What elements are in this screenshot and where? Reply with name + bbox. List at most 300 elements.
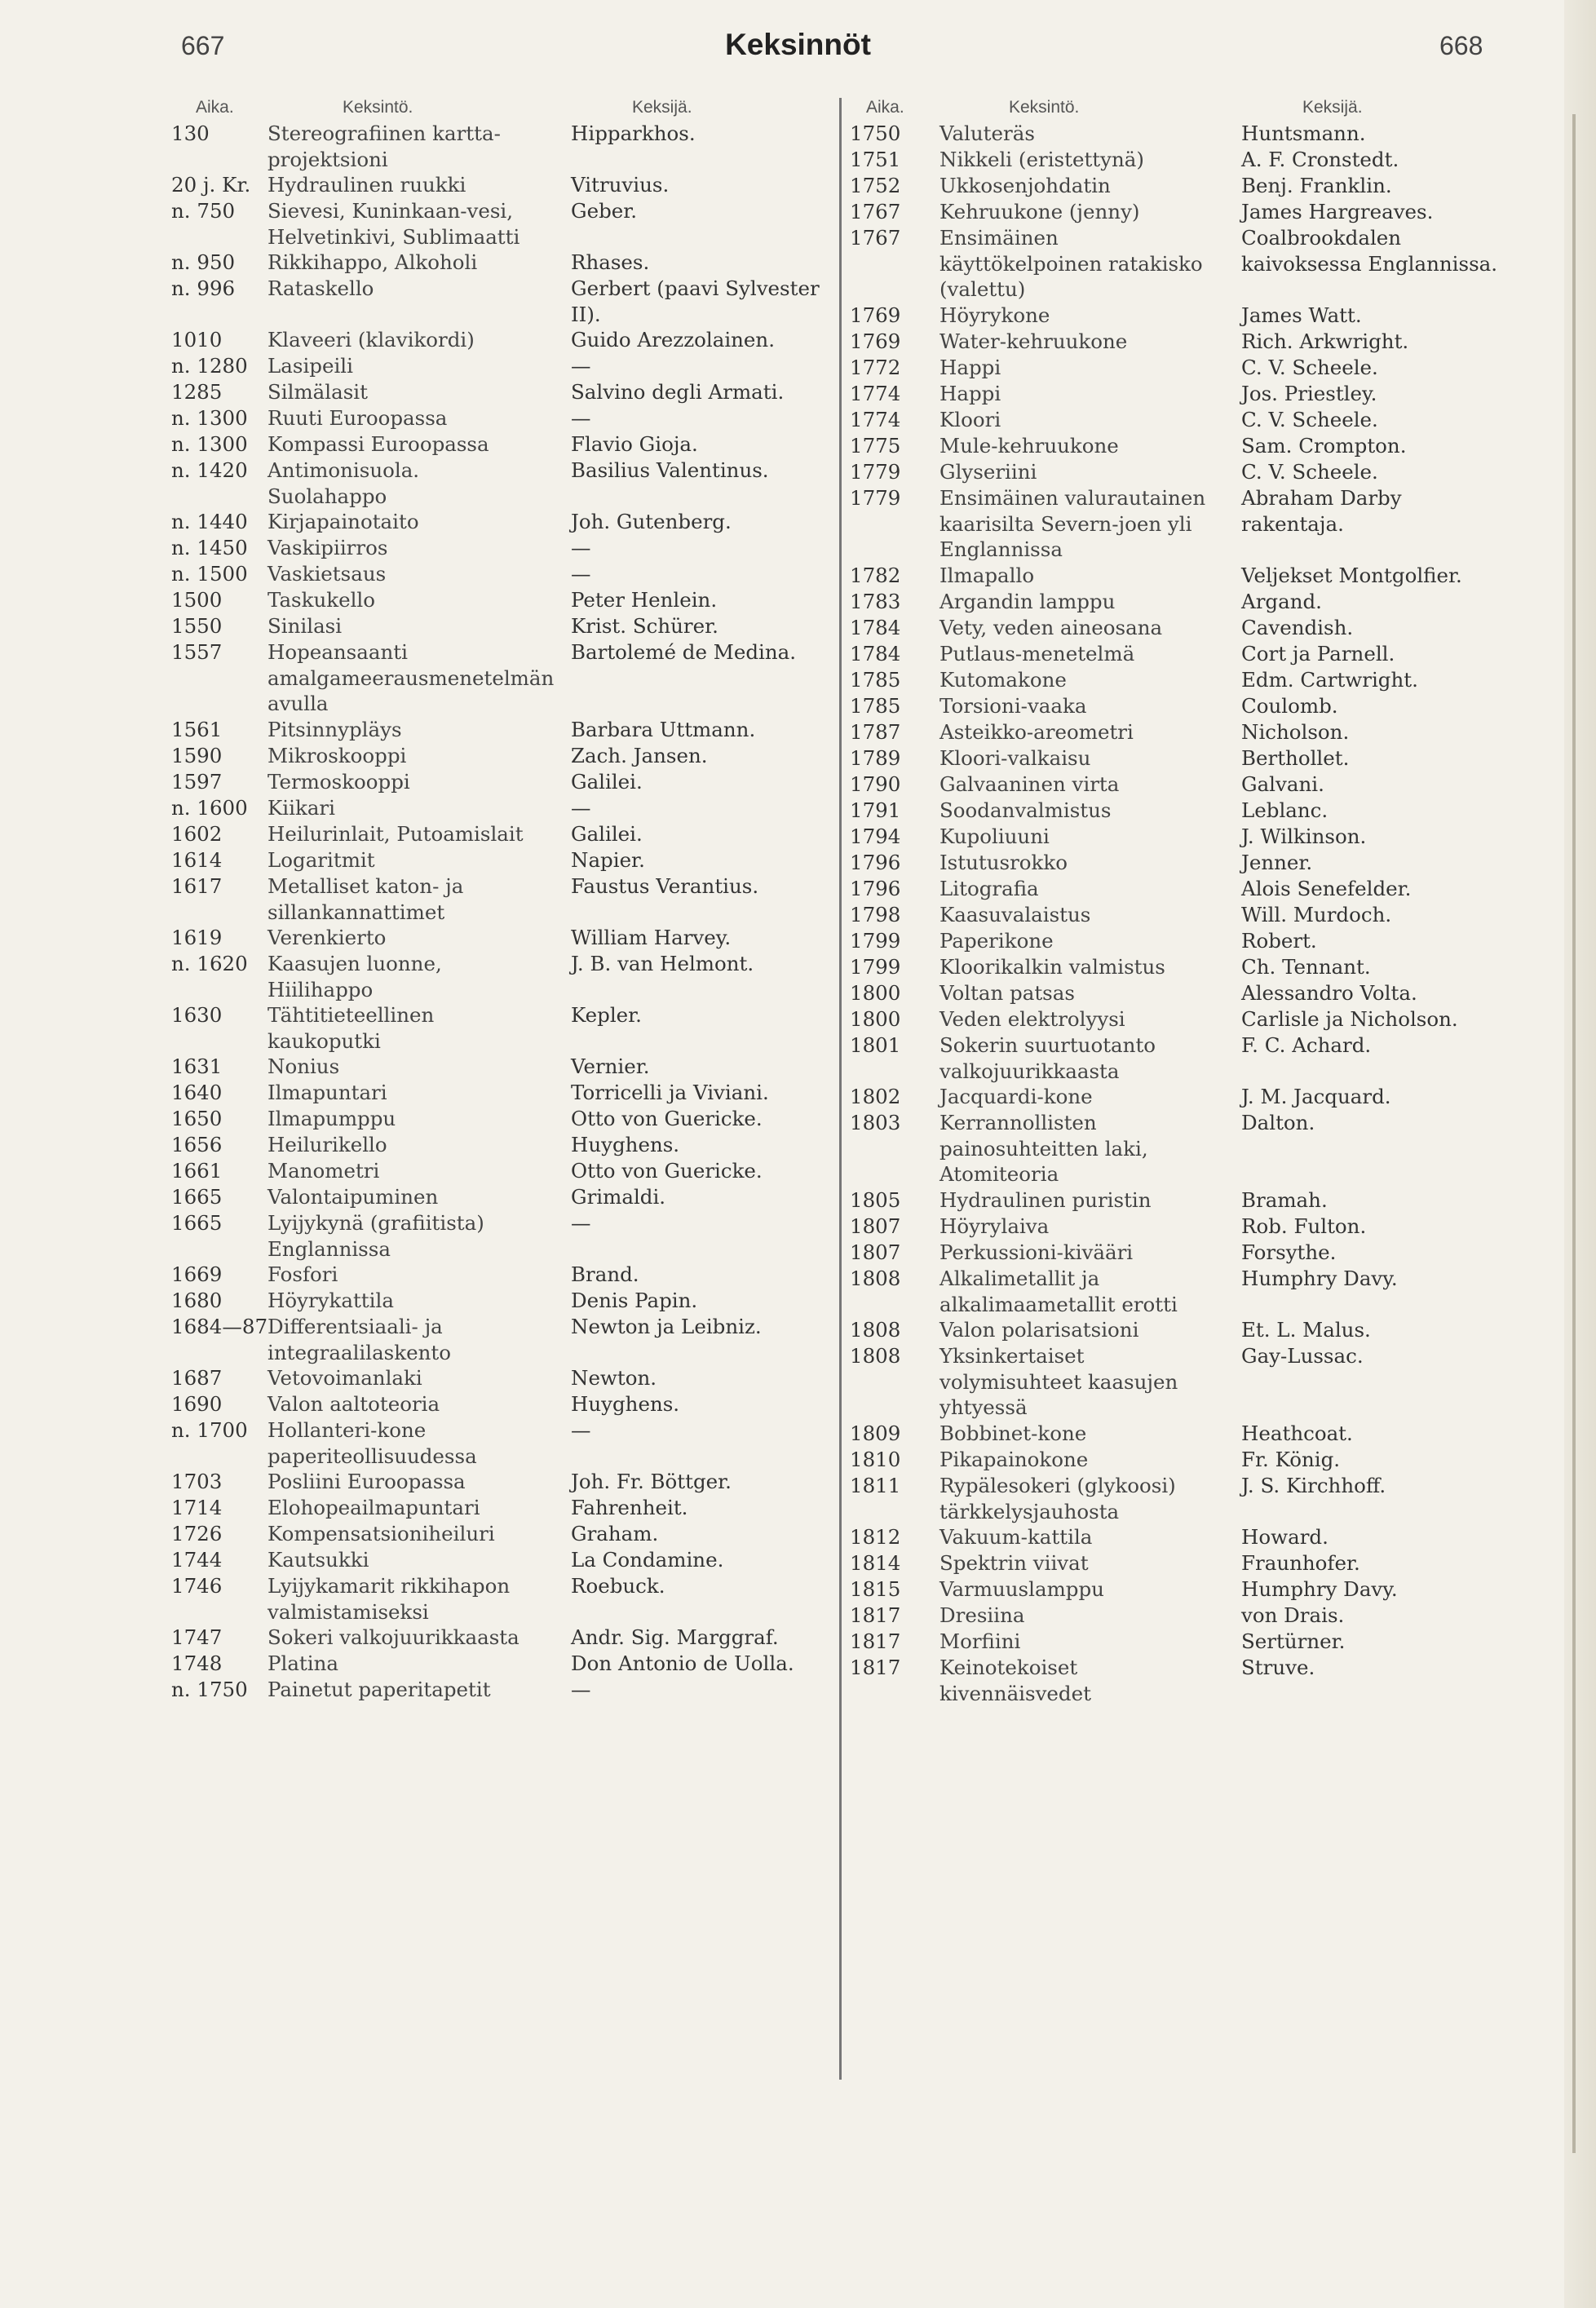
entry-inventor: — xyxy=(571,536,591,559)
entry-year: 1789 xyxy=(850,746,901,770)
table-row xyxy=(171,509,833,535)
entry-invention: Lyijykamarit rikkihapon valmistamiseksi xyxy=(267,1574,511,1624)
table-row xyxy=(171,198,833,250)
entry-invention: Kloori xyxy=(939,408,1001,431)
entry-inventor: A. F. Cronstedt. xyxy=(1241,148,1399,171)
entry-invention: Vety, veden aineosana xyxy=(939,616,1163,639)
entry-invention: Silmälasit xyxy=(267,380,368,404)
entry-inventor: Benj. Franklin. xyxy=(1241,174,1392,197)
table-row xyxy=(850,1032,1502,1084)
inventor-column-header: Keksijä. xyxy=(1302,98,1363,117)
entry-invention: Kirjapainotaito xyxy=(267,510,419,533)
table-row xyxy=(850,1603,1502,1629)
entry-inventor: Huntsmann. xyxy=(1241,122,1366,145)
entry-year: n. 1620 xyxy=(171,952,248,975)
entry-invention: Differentsiaali- ja integraalilaskento xyxy=(267,1315,451,1364)
entry-inventor: Sam. Crompton. xyxy=(1241,434,1407,458)
table-row xyxy=(850,485,1502,563)
entry-inventor: La Condamine. xyxy=(571,1548,724,1572)
entry-year: 1802 xyxy=(850,1085,901,1108)
entry-inventor: Joh. Fr. Böttger. xyxy=(571,1470,732,1493)
table-row xyxy=(850,1629,1502,1655)
entry-year: 1808 xyxy=(850,1318,901,1342)
entry-year: 1614 xyxy=(171,848,223,872)
entry-invention: Vakuum-kattila xyxy=(939,1525,1093,1549)
entry-year: 1561 xyxy=(171,718,223,741)
table-row xyxy=(171,1625,833,1651)
table-row xyxy=(171,1210,833,1262)
table-row xyxy=(171,613,833,639)
entry-invention: Kompensatsioniheiluri xyxy=(267,1522,495,1545)
invention-column-header: Keksintö. xyxy=(343,98,413,117)
entry-year: 1665 xyxy=(171,1185,223,1209)
entry-year: n. 1700 xyxy=(171,1418,248,1442)
entry-year: 1799 xyxy=(850,955,901,979)
entry-invention: Kaasujen luonne, Hiilihappo xyxy=(267,952,442,1001)
entry-inventor: Coulomb. xyxy=(1241,694,1338,718)
table-row xyxy=(171,276,833,327)
entry-invention: Höyrylaiva xyxy=(939,1214,1050,1238)
entry-inventor: Hipparkhos. xyxy=(571,122,696,145)
entry-inventor: Huyghens. xyxy=(571,1133,680,1156)
entry-inventor: — xyxy=(571,562,591,586)
entry-inventor: Roebuck. xyxy=(571,1574,665,1598)
entry-invention: Hopeansaanti amalgameerausmenetelmän avulla xyxy=(267,640,555,715)
entry-year: 1817 xyxy=(850,1603,901,1627)
entry-inventor: J. S. Kirchhoff. xyxy=(1241,1474,1386,1497)
table-row xyxy=(171,1288,833,1314)
entry-invention: Rataskello xyxy=(267,276,374,300)
entry-year: 1783 xyxy=(850,590,901,613)
entry-year: 1703 xyxy=(171,1470,223,1493)
entry-invention: Kloori-valkaisu xyxy=(939,746,1091,770)
entry-year: 1808 xyxy=(850,1344,901,1368)
entry-year: 1812 xyxy=(850,1525,901,1549)
table-row xyxy=(171,1184,833,1210)
entry-invention: Ensimäinen käyttökelpoinen ratakisko (valettu) xyxy=(939,226,1203,301)
table-row xyxy=(850,772,1502,798)
table-row xyxy=(171,587,833,613)
entry-inventor: — xyxy=(571,1678,591,1701)
entry-invention: Litografia xyxy=(939,877,1039,900)
table-row xyxy=(850,121,1502,147)
entry-year: 1808 xyxy=(850,1267,901,1290)
entry-inventor: Fraunhofer. xyxy=(1241,1551,1360,1575)
entry-year: 1800 xyxy=(850,1007,901,1031)
entry-year: 1811 xyxy=(850,1474,901,1497)
column-header-row xyxy=(850,96,1502,121)
entry-inventor: Alois Senefelder. xyxy=(1241,877,1412,900)
entry-year: 130 xyxy=(171,122,210,145)
entry-year: 1631 xyxy=(171,1055,223,1078)
entry-year: 1684—87 xyxy=(171,1315,268,1338)
entry-invention: Argandin lamppu xyxy=(939,590,1116,613)
entry-year: 1687 xyxy=(171,1366,223,1390)
entry-invention: Kloorikalkin valmistus xyxy=(939,955,1165,979)
entry-invention: Sinilasi xyxy=(267,614,343,638)
entry-year: 1744 xyxy=(171,1548,223,1572)
entry-inventor: Bramah. xyxy=(1241,1188,1328,1212)
table-row xyxy=(171,1314,833,1365)
table-row xyxy=(171,1002,833,1054)
entry-year: 1809 xyxy=(850,1421,901,1445)
entry-inventor: Argand. xyxy=(1241,590,1322,613)
entry-invention: Posliini Euroopassa xyxy=(267,1470,466,1493)
entry-invention: Rypälesokeri (glykoosi) tärkkelysjauhosta xyxy=(939,1474,1176,1523)
entry-year: 1750 xyxy=(850,122,901,145)
page-edge xyxy=(1564,0,1596,2308)
table-row xyxy=(850,1655,1502,1706)
right-column xyxy=(850,96,1502,1706)
page-header xyxy=(0,0,1596,65)
entry-invention: Spektrin viivat xyxy=(939,1551,1089,1575)
entry-inventor: Andr. Sig. Marggraf. xyxy=(571,1625,779,1649)
table-row xyxy=(850,303,1502,329)
entry-invention: Antimonisuola. Suolahappo xyxy=(267,458,420,508)
table-row xyxy=(171,1054,833,1080)
page-title: Keksinnöt xyxy=(725,28,871,61)
entry-year: 1751 xyxy=(850,148,901,171)
entry-inventor: Carlisle ja Nicholson. xyxy=(1241,1007,1458,1031)
entry-invention: Keinotekoiset kivennäisvedet xyxy=(939,1656,1091,1705)
entry-inventor: Denis Papin. xyxy=(571,1289,698,1312)
table-row xyxy=(171,1495,833,1521)
entry-year: 1817 xyxy=(850,1656,901,1679)
table-row xyxy=(850,798,1502,824)
entry-invention: Soodanvalmistus xyxy=(939,798,1112,822)
table-row xyxy=(850,1576,1502,1603)
entry-inventor: Zach. Jansen. xyxy=(571,744,708,767)
table-row xyxy=(850,147,1502,173)
entry-year: 1590 xyxy=(171,744,223,767)
entry-year: 1799 xyxy=(850,929,901,953)
entry-year: 1010 xyxy=(171,328,223,352)
table-row xyxy=(171,327,833,353)
entry-inventor: Kepler. xyxy=(571,1003,642,1027)
entry-invention: Lasipeili xyxy=(267,354,353,378)
entry-year: n. 950 xyxy=(171,250,236,274)
table-row xyxy=(171,873,833,925)
entry-inventor: Jos. Priestley. xyxy=(1241,382,1377,405)
entry-invention: Sievesi, Kuninkaan-vesi, Helvetinkivi, Sublimaatti xyxy=(267,199,520,249)
entry-year: 1817 xyxy=(850,1629,901,1653)
entry-invention: Höyrykone xyxy=(939,303,1050,327)
table-row xyxy=(850,1187,1502,1214)
entry-inventor: Brand. xyxy=(571,1262,639,1286)
entry-invention: Rikkihappo, Alkoholi xyxy=(267,250,478,274)
entry-year: 1805 xyxy=(850,1188,901,1212)
page-number-right: 668 xyxy=(1439,31,1483,60)
entry-inventor: Fahrenheit. xyxy=(571,1496,688,1519)
entry-inventor: Krist. Schürer. xyxy=(571,614,718,638)
entry-invention: Voltan patsas xyxy=(939,981,1075,1005)
entry-inventor: Robert. xyxy=(1241,929,1317,953)
table-row xyxy=(850,173,1502,199)
entry-inventor: C. V. Scheele. xyxy=(1241,408,1378,431)
entry-inventor: Rich. Arkwright. xyxy=(1241,329,1409,353)
table-row xyxy=(850,407,1502,433)
entry-invention: Glyseriini xyxy=(939,460,1037,484)
entry-inventor: — xyxy=(571,1211,591,1235)
entry-year: n. 1450 xyxy=(171,536,248,559)
table-row xyxy=(171,458,833,509)
table-row xyxy=(850,745,1502,772)
table-row xyxy=(850,1447,1502,1473)
entry-inventor: Gerbert (paavi Sylvester II). xyxy=(571,276,820,326)
entry-year: n. 1420 xyxy=(171,458,248,482)
entry-invention: Bobbinet-kone xyxy=(939,1421,1087,1445)
entry-year: 1767 xyxy=(850,226,901,250)
entry-inventor: Humphry Davy. xyxy=(1241,1267,1398,1290)
entry-inventor: Struve. xyxy=(1241,1656,1315,1679)
entry-inventor: Barbara Uttmann. xyxy=(571,718,756,741)
entry-invention: Vaskietsaus xyxy=(267,562,387,586)
entry-invention: Torsioni-vaaka xyxy=(939,694,1087,718)
entry-invention: Pikapainokone xyxy=(939,1448,1089,1471)
entry-inventor: Vernier. xyxy=(571,1055,650,1078)
table-row xyxy=(850,589,1502,615)
entry-invention: Metalliset katon- ja sillankannattimet xyxy=(267,874,464,924)
entry-year: 1774 xyxy=(850,408,901,431)
entry-inventor: Flavio Gioja. xyxy=(571,432,698,456)
entry-invention: Kerrannollisten painosuhteitten laki, Atomiteoria xyxy=(939,1111,1148,1186)
table-row xyxy=(850,667,1502,693)
entry-year: 1782 xyxy=(850,564,901,587)
entry-inventor: Heathcoat. xyxy=(1241,1421,1353,1445)
entry-year: 1726 xyxy=(171,1522,223,1545)
entry-inventor: Cavendish. xyxy=(1241,616,1354,639)
entry-inventor: Otto von Guericke. xyxy=(571,1159,763,1183)
entry-year: n. 1280 xyxy=(171,354,248,378)
entry-year: 1602 xyxy=(171,822,223,846)
entry-invention: Verenkierto xyxy=(267,926,387,949)
table-row xyxy=(171,1677,833,1703)
entry-invention: Kupoliuuni xyxy=(939,825,1050,848)
entry-inventor: Newton. xyxy=(571,1366,657,1390)
entry-inventor: Don Antonio de Uolla. xyxy=(571,1651,794,1675)
table-row xyxy=(850,381,1502,407)
table-row xyxy=(850,563,1502,589)
entry-invention: Varmuuslamppu xyxy=(939,1577,1104,1601)
entry-inventor: Coalbrookdalen kaivoksessa Englannissa. xyxy=(1241,226,1498,276)
entry-inventor: Will. Murdoch. xyxy=(1241,903,1392,926)
table-row xyxy=(850,1343,1502,1421)
entry-inventor: Newton ja Leibniz. xyxy=(571,1315,762,1338)
entry-inventor: Nicholson. xyxy=(1241,720,1350,744)
entry-invention: Tähtitieteellinen kaukoputki xyxy=(267,1003,435,1053)
entry-year: 1500 xyxy=(171,588,223,612)
entry-inventor: J. M. Jacquard. xyxy=(1241,1085,1391,1108)
table-row xyxy=(850,928,1502,954)
table-row xyxy=(850,433,1502,459)
entry-year: 1774 xyxy=(850,382,901,405)
entry-year: 1640 xyxy=(171,1081,223,1104)
entry-year: 1796 xyxy=(850,851,901,874)
entry-invention: Platina xyxy=(267,1651,338,1675)
entry-invention: Happi xyxy=(939,382,1001,405)
table-row xyxy=(171,1391,833,1417)
entry-invention: Galvaaninen virta xyxy=(939,772,1120,796)
entry-year: 1791 xyxy=(850,798,901,822)
entry-inventor: James Watt. xyxy=(1241,303,1362,327)
entry-year: 1787 xyxy=(850,720,901,744)
table-row xyxy=(850,693,1502,719)
table-row xyxy=(850,1214,1502,1240)
entry-invention: Kaasuvalaistus xyxy=(939,903,1091,926)
table-row xyxy=(171,639,833,717)
entry-invention: Kautsukki xyxy=(267,1548,369,1572)
table-row xyxy=(171,1547,833,1573)
entry-year: 1714 xyxy=(171,1496,223,1519)
table-row xyxy=(850,1524,1502,1550)
table-row xyxy=(171,743,833,769)
table-row xyxy=(850,225,1502,303)
entry-inventor: Ch. Tennant. xyxy=(1241,955,1371,979)
entry-invention: Valon polarisatsioni xyxy=(939,1318,1139,1342)
table-row xyxy=(171,405,833,431)
table-row xyxy=(171,795,833,821)
entry-inventor: Humphry Davy. xyxy=(1241,1577,1398,1601)
entry-year: 1752 xyxy=(850,174,901,197)
entry-invention: Valontaipuminen xyxy=(267,1185,439,1209)
entry-inventor: Veljekset Montgolfier. xyxy=(1241,564,1462,587)
entry-inventor: Fr. König. xyxy=(1241,1448,1341,1471)
table-row xyxy=(171,1158,833,1184)
entry-invention: Kiikari xyxy=(267,796,335,820)
entry-inventor: Berthollet. xyxy=(1241,746,1350,770)
year-column-header: Aika. xyxy=(196,98,234,117)
entry-year: 1665 xyxy=(171,1211,223,1235)
entry-invention: Nikkeli (eristettynä) xyxy=(939,148,1144,171)
table-row xyxy=(850,902,1502,928)
table-row xyxy=(850,1084,1502,1110)
table-row xyxy=(850,615,1502,641)
table-row xyxy=(171,1573,833,1625)
year-column-header: Aika. xyxy=(866,98,904,117)
entry-year: n. 1300 xyxy=(171,406,248,430)
table-row xyxy=(171,821,833,847)
entry-inventor: — xyxy=(571,354,591,378)
page-number-left: 667 xyxy=(181,31,225,60)
table-row xyxy=(171,561,833,587)
table-row xyxy=(171,1469,833,1495)
entry-invention: Klaveeri (klavikordi) xyxy=(267,328,475,352)
table-row xyxy=(171,951,833,1002)
entry-year: 1619 xyxy=(171,926,223,949)
table-row xyxy=(171,925,833,951)
left-column xyxy=(171,96,833,1703)
entry-inventor: Guido Arezzolainen. xyxy=(571,328,776,352)
table-row xyxy=(171,1262,833,1288)
table-row xyxy=(171,1651,833,1677)
entry-inventor: C. V. Scheele. xyxy=(1241,460,1378,484)
entry-invention: Happi xyxy=(939,356,1001,379)
entry-year: 1794 xyxy=(850,825,901,848)
entry-invention: Pitsinnypläys xyxy=(267,718,402,741)
table-row xyxy=(171,431,833,458)
table-row xyxy=(171,717,833,743)
entry-inventor: Graham. xyxy=(571,1522,659,1545)
entry-inventor: William Harvey. xyxy=(571,926,732,949)
entry-invention: Perkussioni-kivääri xyxy=(939,1240,1134,1264)
entry-inventor: Joh. Gutenberg. xyxy=(571,510,732,533)
table-row xyxy=(171,535,833,561)
entry-invention: Hollanteri-kone paperiteollisuudessa xyxy=(267,1418,477,1468)
entry-inventor: Cort ja Parnell. xyxy=(1241,642,1395,665)
entry-inventor: Edm. Cartwright. xyxy=(1241,668,1418,692)
entry-invention: Morfiini xyxy=(939,1629,1021,1653)
entry-invention: Termoskooppi xyxy=(267,770,410,794)
entry-year: n. 1750 xyxy=(171,1678,248,1701)
entry-year: 20 j. Kr. xyxy=(171,173,251,197)
entry-inventor: Sertürner. xyxy=(1241,1629,1346,1653)
entry-year: 1798 xyxy=(850,903,901,926)
table-row xyxy=(850,719,1502,745)
entry-invention: Fosfori xyxy=(267,1262,338,1286)
entry-year: n. 1300 xyxy=(171,432,248,456)
entry-inventor: F. C. Achard. xyxy=(1241,1033,1372,1057)
table-row xyxy=(171,379,833,405)
table-row xyxy=(850,954,1502,980)
table-row xyxy=(171,1521,833,1547)
entry-inventor: Vitruvius. xyxy=(571,173,670,197)
entry-inventor: Napier. xyxy=(571,848,645,872)
entry-invention: Nonius xyxy=(267,1055,340,1078)
entry-year: 1810 xyxy=(850,1448,901,1471)
entry-invention: Heilurinlait, Putoamislait xyxy=(267,822,524,846)
entry-year: 1800 xyxy=(850,981,901,1005)
table-row xyxy=(850,1473,1502,1524)
entry-invention: Yksinkertaiset volymisuhteet kaasujen yhtyessä xyxy=(939,1344,1178,1419)
entry-invention: Mule-kehruukone xyxy=(939,434,1119,458)
entry-year: 1814 xyxy=(850,1551,901,1575)
entry-year: 1775 xyxy=(850,434,901,458)
entry-inventor: Gay-Lussac. xyxy=(1241,1344,1364,1368)
table-row xyxy=(171,1106,833,1132)
entry-inventor: Leblanc. xyxy=(1241,798,1329,822)
table-row xyxy=(850,1421,1502,1447)
entry-invention: Valon aaltoteoria xyxy=(267,1392,440,1416)
entry-invention: Jacquardi-kone xyxy=(939,1085,1093,1108)
entry-inventor: Galilei. xyxy=(571,770,643,794)
entry-year: 1550 xyxy=(171,614,223,638)
entry-invention: Elohopeailmapuntari xyxy=(267,1496,480,1519)
table-row xyxy=(171,172,833,198)
entry-invention: Mikroskooppi xyxy=(267,744,407,767)
entry-invention: Valuteräs xyxy=(939,122,1035,145)
table-row xyxy=(850,1550,1502,1576)
entry-invention: Höyrykattila xyxy=(267,1289,394,1312)
entry-year: 1769 xyxy=(850,303,901,327)
entry-inventor: Basilius Valentinus. xyxy=(571,458,769,482)
table-row xyxy=(850,1006,1502,1032)
entry-inventor: Abraham Darby rakentaja. xyxy=(1241,486,1402,536)
entry-invention: Ilmapumppu xyxy=(267,1107,396,1130)
entry-inventor: Et. L. Malus. xyxy=(1241,1318,1371,1342)
entry-inventor: Jenner. xyxy=(1241,851,1313,874)
entry-invention: Dresiina xyxy=(939,1603,1025,1627)
entry-year: 1656 xyxy=(171,1133,223,1156)
entry-year: 1807 xyxy=(850,1240,901,1264)
entry-invention: Logaritmit xyxy=(267,848,375,872)
entry-year: 1285 xyxy=(171,380,223,404)
entry-inventor: von Drais. xyxy=(1241,1603,1345,1627)
entry-invention: Putlaus-menetelmä xyxy=(939,642,1135,665)
table-row xyxy=(171,1080,833,1106)
entry-year: n. 1440 xyxy=(171,510,248,533)
entry-invention: Ilmapuntari xyxy=(267,1081,387,1104)
entry-inventor: Peter Henlein. xyxy=(571,588,718,612)
